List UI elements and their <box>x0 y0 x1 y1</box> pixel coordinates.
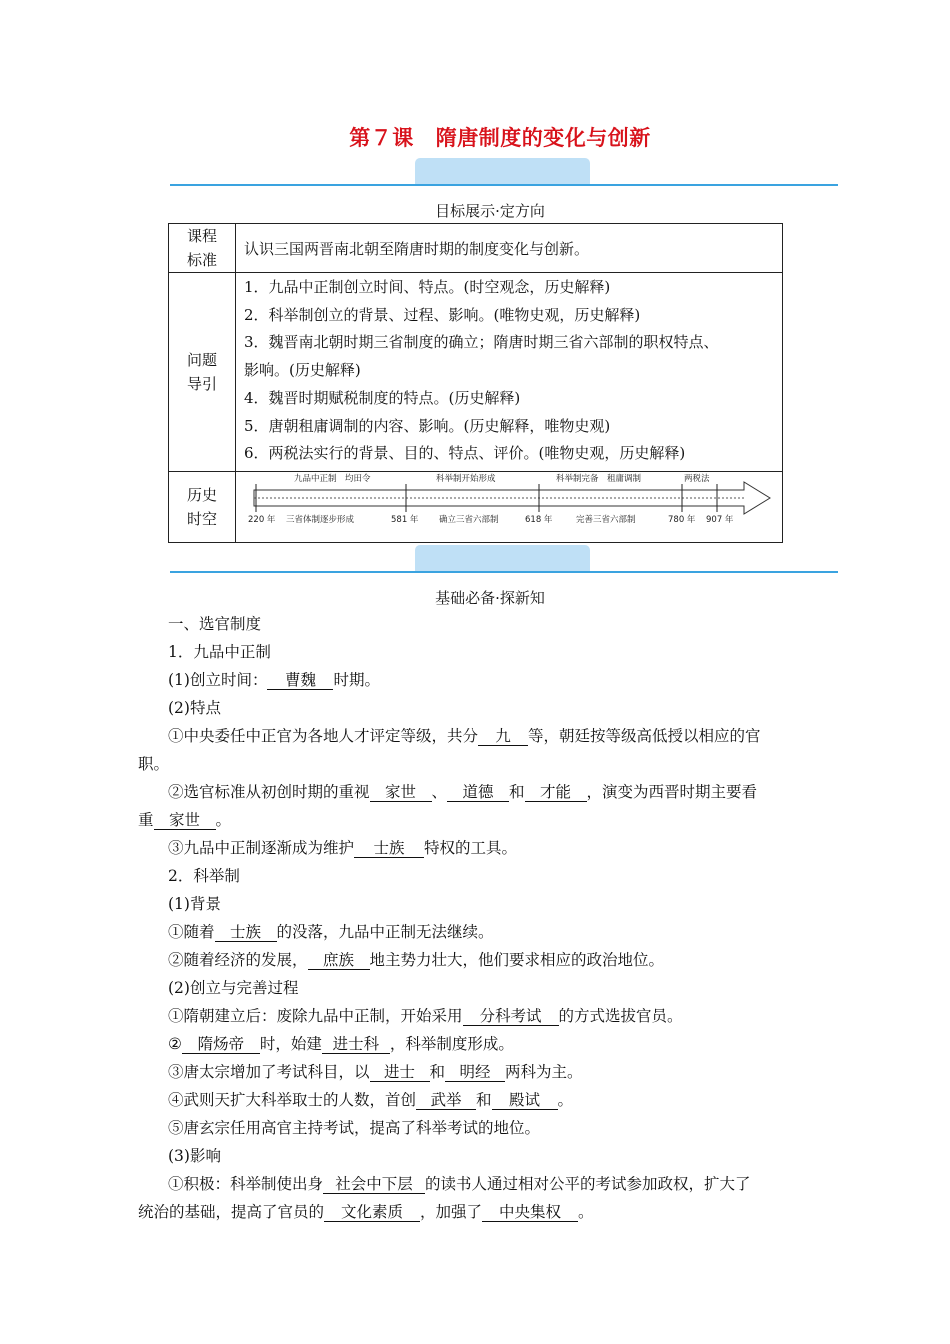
list-item: 影响。(历史解释) <box>244 361 361 380</box>
list-item: 4．魏晋时期赋税制度的特点。(历史解释) <box>244 388 521 407</box>
paragraph-continued: 统治的基础，提高了官员的 文化素质 ，加强了 中央集权 。 <box>138 1203 594 1221</box>
answer-blank: 殿试 <box>492 1091 558 1110</box>
divider-line <box>170 184 838 186</box>
paragraph: ⑤唐玄宗任用高官主持考试，提高了科举考试的地位。 <box>168 1119 541 1137</box>
paragraph: ②选官标准从初创时期的重视 家世 、 道德 和 才能 ，演变为西晋时期主要看 <box>168 783 758 801</box>
answer-blank: 家世 <box>154 811 216 830</box>
curriculum-standard: 认识三国两晋南北朝至隋唐时期的制度变化与创新。 <box>236 224 783 273</box>
paragraph: (3)影响 <box>168 1147 221 1165</box>
timeline-period-label: 确立三省六部制 <box>439 514 499 525</box>
paragraph-continued: 重 家世 。 <box>138 811 232 829</box>
timeline-year-label: 581 年 <box>391 514 419 525</box>
paragraph: (2)创立与完善过程 <box>168 979 299 997</box>
answer-blank: 文化素质 <box>324 1203 420 1222</box>
list-item: 6．两税法实行的背景、目的、特点、评价。(唯物史观，历史解释) <box>244 444 686 463</box>
heading-1: 一、选官制度 <box>168 615 262 633</box>
timeline-year-label: 618 年 <box>525 514 553 525</box>
row-label: 课程 标准 <box>169 224 236 273</box>
goals-table <box>168 223 783 543</box>
lesson-title <box>0 122 950 152</box>
answer-blank: 家世 <box>370 783 432 802</box>
list-item: 5．唐朝租庸调制的内容、影响。(历史解释，唯物史观) <box>244 416 611 435</box>
paragraph-continued: 职。 <box>138 755 170 773</box>
answer-blank: 道德 <box>447 783 509 802</box>
row-label: 问题 导引 <box>169 273 236 472</box>
table-row <box>169 224 783 273</box>
answer-blank: 隋炀帝 <box>182 1035 260 1054</box>
answer-blank: 士族 <box>354 839 424 858</box>
lesson-number: 第７课 <box>349 126 414 150</box>
answer-blank: 武举 <box>416 1091 476 1110</box>
paragraph: ④武则天扩大科举取士的人数，首创 武举 和 殿试 。 <box>168 1091 574 1109</box>
row-label: 历史 时空 <box>169 471 236 542</box>
timeline-year-label: 220 年 <box>248 514 276 525</box>
timeline-cell <box>236 471 783 542</box>
answer-blank: 明经 <box>445 1063 505 1082</box>
section-tab <box>415 545 590 571</box>
section-heading-basics: 基础必备·探新知 <box>435 589 545 607</box>
heading-2: 2．科举制 <box>168 867 240 885</box>
timeline-event-label: 科举制开始形成 <box>436 473 496 484</box>
answer-blank: 进士科 <box>322 1035 390 1054</box>
answer-blank: 分科考试 <box>463 1007 559 1026</box>
paragraph: (1)创立时间： 曹魏 时期。 <box>168 671 380 689</box>
timeline-year-label: 780 年 <box>668 514 696 525</box>
table-row <box>169 471 783 542</box>
paragraph: ③唐太宗增加了考试科目，以 进士 和 明经 两科为主。 <box>168 1063 583 1081</box>
heading-2: 1．九品中正制 <box>168 643 271 661</box>
divider-line <box>170 571 838 573</box>
section-divider-1 <box>170 158 838 186</box>
section-divider-2 <box>170 545 838 573</box>
paragraph: ② 隋炀帝 时，始建 进士科 ，科举制度形成。 <box>168 1035 514 1053</box>
answer-blank: 士族 <box>215 923 277 942</box>
section-tab <box>415 158 590 184</box>
answer-blank: 才能 <box>525 783 587 802</box>
answer-blank: 九 <box>478 727 528 746</box>
question-guide <box>236 273 783 472</box>
paragraph: ③九品中正制逐渐成为维护 士族 特权的工具。 <box>168 839 518 857</box>
list-item: 1．九品中正制创立时间、特点。(时空观念，历史解释) <box>244 278 611 296</box>
paragraph: (1)背景 <box>168 895 221 913</box>
answer-blank: 进士 <box>370 1063 430 1082</box>
lesson-name: 隋唐制度的变化与创新 <box>435 126 651 150</box>
paragraph: ①中央委任中正官为各地人才评定等级，共分 九 等，朝廷按等级高低授以相应的官 <box>168 727 761 745</box>
table-row <box>169 273 783 472</box>
answer-blank: 庶族 <box>308 951 370 970</box>
answer-blank: 曹魏 <box>267 671 333 690</box>
answer-blank: 中央集权 <box>482 1203 578 1222</box>
timeline-event-label: 两税法 <box>684 473 710 484</box>
timeline-period-label: 完善三省六部制 <box>576 514 636 525</box>
history-timeline <box>236 472 782 542</box>
paragraph: ①积极：科举制使出身 社会中下层 的读书人通过相对公平的考试参加政权，扩大了 <box>168 1175 751 1193</box>
timeline-event-label: 九品中正制 均田令 <box>294 473 371 484</box>
paragraph: ②随着经济的发展， 庶族 地主势力壮大，他们要求相应的政治地位。 <box>168 951 665 969</box>
list-item: 2．科举制创立的背景、过程、影响。(唯物史观，历史解释) <box>244 305 641 324</box>
list-item: 3．魏晋南北朝时期三省制度的确立；隋唐时期三省六部制的职权特点、 <box>244 333 719 352</box>
paragraph: ①隋朝建立后：废除九品中正制，开始采用 分科考试 的方式选拔官员。 <box>168 1007 683 1025</box>
answer-blank: 社会中下层 <box>323 1175 425 1194</box>
timeline-year-label: 907 年 <box>706 514 734 525</box>
timeline-period-label: 三省体制逐步形成 <box>286 514 355 525</box>
paragraph: (2)特点 <box>168 699 221 717</box>
timeline-event-label: 科举制完备 租庸调制 <box>556 473 642 484</box>
paragraph: ①随着 士族 的没落，九品中正制无法继续。 <box>168 923 494 941</box>
section-heading-goals: 目标展示·定方向 <box>435 202 545 220</box>
